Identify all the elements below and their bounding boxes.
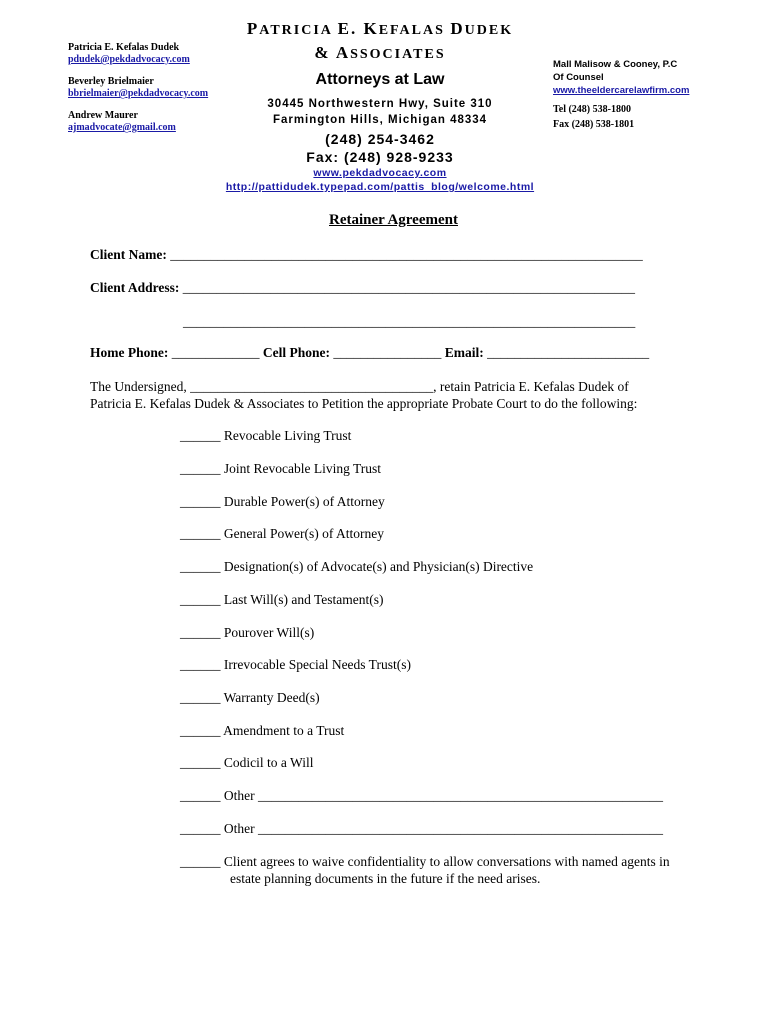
option-other-item[interactable]: ______ Other ____________________________________________________________: [180, 821, 663, 836]
option-item[interactable]: ______ Designation(s) of Advocate(s) and Physician(s) Directive: [180, 559, 534, 574]
contact-email-link[interactable]: pdudek@pekdadvocacy.com: [68, 54, 190, 65]
contact-email-link[interactable]: bbrielmaier@pekdadvocacy.com: [68, 88, 209, 99]
client-address-blank[interactable]: ___________________________________________________________________: [182, 280, 636, 295]
of-counsel-firm: Mall Malisow & Cooney, P.C: [553, 59, 678, 70]
of-counsel-website-link[interactable]: www.theeldercarelawfirm.com: [553, 85, 690, 96]
waiver-line-1: ______ Client agrees to waive confidentiality to allow conversations with named agents in: [180, 854, 670, 869]
email-blank[interactable]: ________________________: [487, 345, 650, 360]
option-item[interactable]: ______ Amendment to a Trust: [180, 723, 345, 738]
contact-name: Patricia E. Kefalas Dudek: [68, 42, 180, 53]
contact-name: Andrew Maurer: [68, 110, 138, 121]
of-counsel-block: [553, 58, 753, 131]
contact-email-link[interactable]: ajmadvocate@gmail.com: [68, 122, 176, 133]
option-item[interactable]: ______ Last Will(s) and Testament(s): [180, 592, 384, 607]
home-phone-blank[interactable]: _____________: [171, 345, 260, 360]
firm-name-line1: PATRICIA E. KEFALAS DUDEK: [246, 19, 514, 38]
client-address-field[interactable]: [90, 280, 635, 296]
contact-name: Beverley Brielmaier: [68, 76, 154, 87]
firm-address-line2: Farmington Hills, Michigan 48334: [272, 114, 488, 126]
firm-fax: Fax: (248) 928-9233: [306, 149, 454, 165]
email-label: Email:: [444, 345, 484, 360]
client-address-blank-2[interactable]: ___________________________________________________________________: [183, 314, 636, 329]
cell-phone-label: Cell Phone:: [262, 345, 330, 360]
client-name-label: Client Name:: [90, 247, 167, 262]
cell-phone-blank[interactable]: ________________: [333, 345, 442, 360]
client-name-field[interactable]: [90, 247, 643, 263]
of-counsel-tel: Tel (248) 538-1800: [553, 104, 631, 115]
home-phone-label: Home Phone:: [90, 345, 169, 360]
firm-address-line1: 30445 Northwestern Hwy, Suite 310: [267, 98, 493, 110]
client-address-field-2[interactable]: [183, 314, 635, 330]
option-item[interactable]: ______ General Power(s) of Attorney: [180, 526, 384, 541]
blog-link[interactable]: http://pattidudek.typepad.com/pattis_blog/welcome.html: [225, 181, 535, 193]
option-item[interactable]: ______ Warranty Deed(s): [180, 690, 320, 705]
firm-phone: (248) 254-3462: [325, 131, 435, 147]
contact-phone-row: [90, 345, 649, 361]
option-item[interactable]: ______ Irrevocable Special Needs Trust(s): [180, 657, 411, 672]
option-item[interactable]: ______ Durable Power(s) of Attorney: [180, 494, 385, 509]
waiver-line-2: estate planning documents in the future if the need arises.: [230, 871, 541, 886]
firm-links: [220, 166, 540, 194]
letterhead: [220, 20, 540, 194]
of-counsel-role: Of Counsel: [553, 72, 604, 83]
intro-paragraph: [90, 378, 690, 412]
option-other-item[interactable]: ______ Other ____________________________________________________________: [180, 788, 663, 803]
document-title: Retainer Agreement: [329, 212, 458, 228]
intro-line-1: The Undersigned, ____________________________________, retain Patricia E. Kefalas Dudek of: [90, 379, 629, 394]
firm-tagline: Attorneys at Law: [315, 71, 445, 88]
intro-line-2: Patricia E. Kefalas Dudek & Associates to Petition the appropriate Probate Court to do the following:: [90, 396, 638, 411]
option-item[interactable]: ______ Revocable Living Trust: [180, 428, 352, 443]
option-item[interactable]: ______ Pourover Will(s): [180, 625, 315, 640]
client-address-label: Client Address:: [90, 280, 180, 295]
of-counsel-fax: Fax (248) 538-1801: [553, 119, 635, 130]
confidentiality-waiver-item[interactable]: [180, 853, 700, 887]
client-name-blank[interactable]: ______________________________________________________________________: [170, 247, 643, 262]
firm-name-line2: & ASSOCIATES: [314, 43, 446, 62]
website-link[interactable]: www.pekdadvocacy.com: [313, 167, 447, 179]
option-item[interactable]: ______ Joint Revocable Living Trust: [180, 461, 382, 476]
option-item[interactable]: ______ Codicil to a Will: [180, 755, 314, 770]
